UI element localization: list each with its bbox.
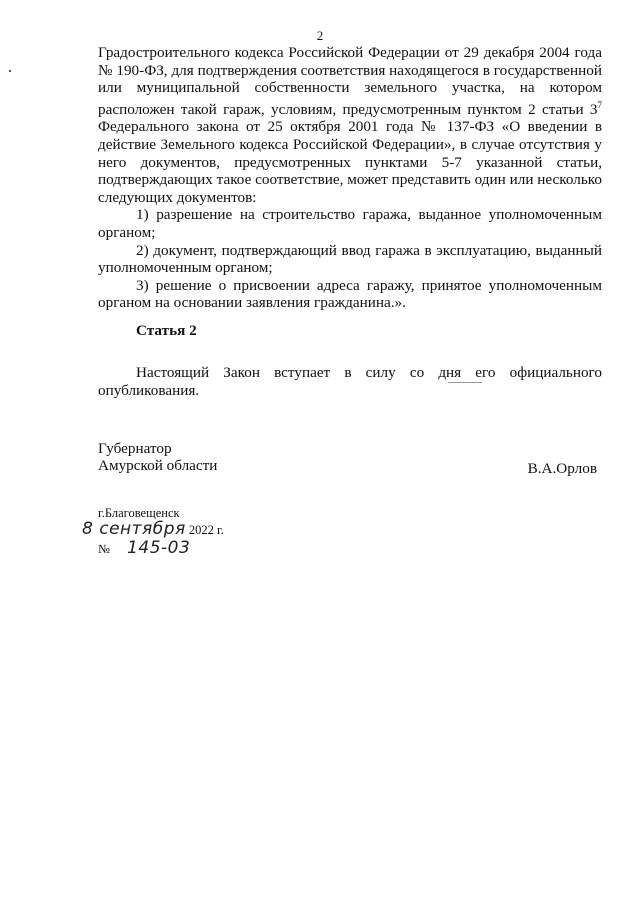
governor-title-line-1: Губернатор	[98, 440, 172, 457]
body-text	[98, 44, 602, 312]
faint-line	[448, 382, 482, 383]
date-line	[82, 519, 224, 539]
handwritten-date: 8 сентября	[82, 519, 186, 539]
paragraph-1-continued: Федерального закона от 25 октября 2001 года № 137-ФЗ «О введении в действие Земельного кодекса Российской Федерации», в случае отсутствия у него документов, предусмотренных пунктами 5-7 указанной статьи, подтверждающих такое соответствие, может представить один или несколько следующих документов:	[98, 118, 602, 206]
governor-name: В.А.Орлов	[527, 460, 597, 477]
governor-title-line-2: Амурской области	[98, 457, 218, 474]
list-item-2: 2) документ, подтверждающий ввод гаража в эксплуатацию, выданный уполномоченным органом;	[98, 241, 602, 277]
paragraph-1-text: Градостроительного кодекса Российской Федерации от 29 декабря 2004 года № 190-ФЗ, для подтверждения соответствия находящегося в государственной или муниципальной собственности земельного участка, на котором расположен такой гараж, условиям, предусмотренным пунктом 2 статьи 3	[98, 44, 602, 118]
date-year: 2022 г.	[188, 523, 224, 537]
article-heading: Статья 2	[136, 322, 197, 339]
effect-paragraph: Настоящий Закон вступает в силу со дня его официального опубликования.	[98, 364, 602, 399]
paragraph-1	[98, 44, 602, 206]
superscript: 7	[597, 99, 602, 110]
place: г.Благовещенск	[98, 506, 180, 520]
page-number: 2	[316, 28, 324, 43]
scan-mark	[9, 70, 11, 72]
list-item-1: 1) разрешение на строительство гаража, выданное уполномоченным органом;	[98, 206, 602, 241]
number-label: №	[98, 542, 110, 556]
handwritten-number: 145-03	[127, 538, 191, 558]
governor-title	[98, 440, 217, 474]
list-item-3: 3) решение о присвоении адреса гаражу, принятое уполномоченным органом на основании заявления гражданина.».	[98, 276, 602, 312]
number-line	[98, 538, 190, 558]
